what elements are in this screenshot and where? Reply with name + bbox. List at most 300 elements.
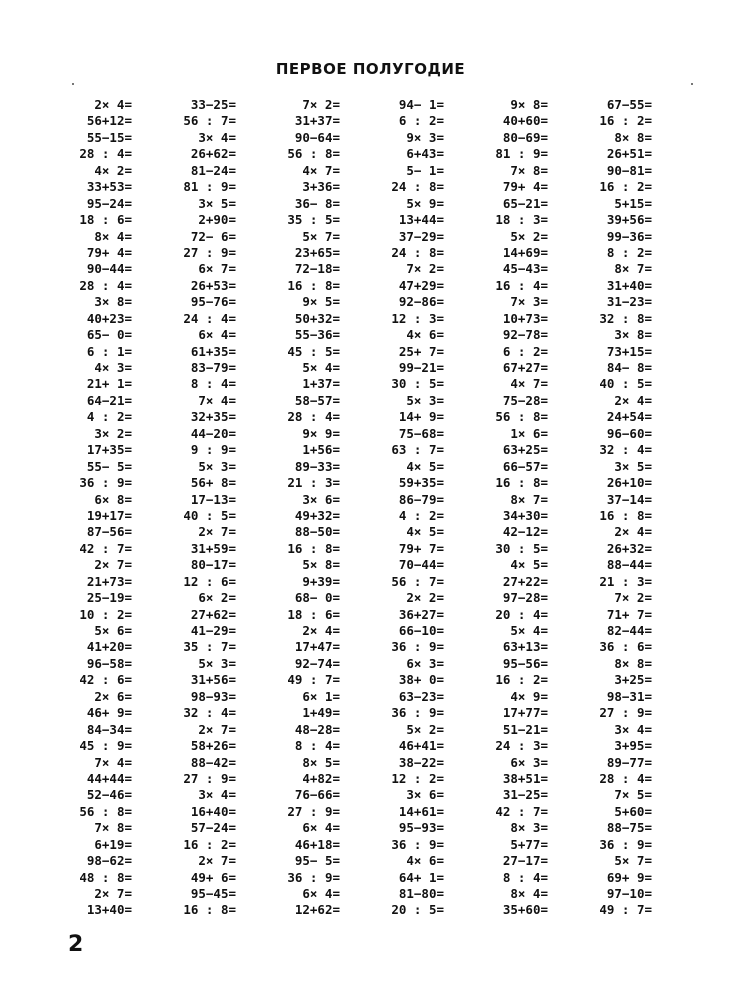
exercise: 83−79= [190,360,236,375]
exercise: 5× 9= [406,195,444,211]
exercise: 4× 3= [94,360,132,375]
exercise: 70−44= [398,557,444,573]
exercise-column [478,97,548,919]
exercise: 71+ 7= [606,606,652,622]
exercise: 5× 2= [406,721,444,737]
exercise: 14+61= [398,803,444,819]
exercise: 5× 2= [510,228,548,244]
exercise: 3+95= [614,738,652,754]
exercise: 20 : 4= [495,606,548,622]
exercise: 24+54= [606,409,652,425]
exercise: 84−34= [86,721,132,737]
exercise: 24 : 4= [183,310,236,326]
exercise: 25+ 7= [398,343,444,359]
exercise: 14+69= [502,244,548,260]
exercise: 81 : 9= [183,179,236,195]
exercise: 9+39= [302,573,340,589]
exercise: 92−78= [502,327,548,343]
exercise: 6 : 1= [86,343,132,359]
exercise: 8× 4= [510,886,548,901]
exercise: 58−57= [294,392,340,408]
exercise: 67−55= [606,97,652,112]
exercise: 27 : 9= [183,244,236,260]
exercise: 63−23= [398,688,444,704]
exercise: 24 : 3= [495,738,548,754]
exercise: 67+27= [502,360,548,375]
exercise: 36 : 9= [79,475,132,491]
exercise: 30 : 5= [391,376,444,392]
exercise: 16+40= [190,803,236,819]
exercise: 5× 4= [510,623,548,638]
exercise: 9× 3= [406,129,444,145]
exercise-column [582,97,652,919]
exercise: 18 : 3= [495,212,548,228]
exercise: 12 : 6= [183,573,236,589]
exercise: 56+12= [86,113,132,129]
exercise: 90−81= [606,162,652,178]
exercise: 4× 6= [406,327,444,343]
exercise: 38−22= [398,754,444,770]
exercise: 73+15= [606,343,652,359]
exercise: 4× 5= [510,557,548,573]
exercise: 5× 6= [94,623,132,638]
exercise: 79+ 7= [398,540,444,556]
exercise: 4× 9= [510,688,548,704]
exercise: 16 : 8= [599,507,652,523]
exercise: 31+56= [190,672,236,688]
exercise: 8 : 4= [502,869,548,885]
exercise: 95−24= [86,195,132,211]
exercise: 5× 3= [198,655,236,671]
exercise: 1+56= [302,442,340,458]
exercise: 3× 2= [94,425,132,441]
exercise: 80−17= [190,557,236,573]
exercise: 49 : 7= [287,672,340,688]
exercise: 36+27= [398,606,444,622]
exercise: 8 : 4= [190,376,236,392]
exercise: 36 : 9= [391,836,444,852]
exercise: 27 : 9= [183,770,236,786]
exercise: 28 : 4= [79,277,132,293]
exercise: 26+62= [190,146,236,162]
exercise: 56+ 8= [190,475,236,491]
exercise: 16 : 2= [599,179,652,195]
exercise: 10 : 2= [79,606,132,622]
exercise: 95−76= [190,294,236,310]
exercise: 56 : 7= [183,113,236,129]
exercise: 3+25= [614,672,652,688]
exercise: 5× 7= [614,853,652,869]
exercise: 9× 5= [302,294,340,310]
exercise: 27−17= [502,853,548,869]
exercise: 55−36= [294,327,340,343]
exercise: 26+10= [606,475,652,491]
exercise: 42 : 7= [79,540,132,556]
exercise: 4× 5= [406,458,444,474]
exercise: 16 : 2= [183,836,236,852]
exercise: 12 : 3= [391,310,444,326]
exercise: 37−14= [606,491,652,507]
page-number: 2 [68,932,84,957]
exercise: 69+ 9= [606,869,652,885]
exercise: 18 : 6= [79,212,132,228]
exercise: 16 : 4= [495,277,548,293]
exercise: 5× 4= [302,360,340,375]
exercise: 94− 1= [398,97,444,112]
exercise: 28 : 4= [79,146,132,162]
exercise: 3× 8= [94,294,132,310]
exercise: 4 : 2= [86,409,132,425]
exercise: 3× 4= [198,129,236,145]
exercise: 72− 6= [190,228,236,244]
exercise: 2× 6= [94,688,132,704]
exercise: 33−25= [190,97,236,112]
exercise: 6× 2= [198,590,236,606]
exercise: 98−93= [190,688,236,704]
exercise: 21+73= [86,573,132,589]
exercise: 92−74= [294,655,340,671]
exercise: 8 : 4= [294,738,340,754]
exercise: 46+ 9= [86,705,132,721]
exercise: 39+56= [606,212,652,228]
exercise: 35 : 7= [183,639,236,655]
exercise: 56 : 8= [79,803,132,819]
exercise: 14+ 9= [398,409,444,425]
exercise: 36 : 9= [599,836,652,852]
exercise: 66−57= [502,458,548,474]
exercise: 89−33= [294,458,340,474]
exercise: 27+22= [502,573,548,589]
exercise: 48 : 8= [79,869,132,885]
exercise: 40+60= [502,113,548,129]
exercise: 7× 2= [406,261,444,277]
exercise: 32 : 8= [599,310,652,326]
exercise: 19+17= [86,507,132,523]
exercise: 1+37= [302,376,340,392]
exercise: 45 : 9= [79,738,132,754]
exercise: 6× 4= [198,327,236,343]
exercise: 88−44= [606,557,652,573]
exercise: 2× 4= [614,392,652,408]
exercise-column [374,97,444,919]
exercise: 18 : 6= [287,606,340,622]
exercise: 88−50= [294,524,340,540]
exercise: 97−28= [502,590,548,606]
exercise: 3× 5= [198,195,236,211]
exercise: 44+44= [86,770,132,786]
exercise: 95−45= [190,886,236,901]
exercise: 41−29= [190,623,236,638]
exercise: 34+30= [502,507,548,523]
exercise: 38+ 0= [398,672,444,688]
exercise: 4× 2= [94,162,132,178]
exercise: 41+20= [86,639,132,655]
exercise: 49+ 6= [190,869,236,885]
exercise: 31−23= [606,294,652,310]
exercise: 17+77= [502,705,548,721]
exercise: 88−75= [606,820,652,836]
exercise: 90−44= [86,261,132,277]
exercise: 32 : 4= [599,442,652,458]
exercise: 4 : 2= [398,507,444,523]
exercise: 36 : 9= [391,639,444,655]
exercise: 63 : 7= [391,442,444,458]
exercise: 46+41= [398,738,444,754]
exercise: 7× 4= [198,392,236,408]
exercise: 8 : 2= [606,244,652,260]
exercise: 6× 3= [510,754,548,770]
exercise: 75−28= [502,392,548,408]
exercise: 2× 7= [198,853,236,869]
exercise: 5× 8= [302,557,340,573]
exercise: 10+73= [502,310,548,326]
exercise: 49+32= [294,507,340,523]
exercise: 84− 8= [606,360,652,375]
exercise: 8× 5= [302,754,340,770]
exercise: 82−44= [606,623,652,638]
exercise: 3× 4= [198,787,236,803]
exercise: 2× 4= [94,97,132,112]
exercise: 96−58= [86,655,132,671]
exercise-column [270,97,340,919]
exercise: 81 : 9= [495,146,548,162]
exercise: 45 : 5= [287,343,340,359]
exercise: 5+15= [614,195,652,211]
exercise: 36 : 6= [599,639,652,655]
exercise: 56 : 8= [287,146,340,162]
exercise: 48−28= [294,721,340,737]
exercise: 56 : 8= [495,409,548,425]
exercise: 63+25= [502,442,548,458]
exercise: 6+19= [94,836,132,852]
exercise: 51−21= [502,721,548,737]
exercise: 44−20= [190,425,236,441]
exercise: 58+26= [190,738,236,754]
exercise: 6× 4= [302,820,340,836]
exercise: 61+35= [190,343,236,359]
exercise: 31+59= [190,540,236,556]
exercise: 81−24= [190,162,236,178]
exercise: 92−86= [398,294,444,310]
exercise: 42 : 6= [79,672,132,688]
exercise: 95−56= [502,655,548,671]
exercise: 21 : 3= [599,573,652,589]
exercise: 99−36= [606,228,652,244]
exercise: 27+62= [190,606,236,622]
exercise: 32 : 4= [183,705,236,721]
exercise: 64−21= [86,392,132,408]
exercise: 2× 7= [198,524,236,540]
exercise: 87−56= [86,524,132,540]
exercise: 4+82= [302,770,340,786]
exercise: 7× 2= [614,590,652,606]
exercise: 5+77= [510,836,548,852]
exercise: 24 : 8= [391,179,444,195]
exercise: 50+32= [294,310,340,326]
exercise: 6× 7= [198,261,236,277]
exercise: 55−15= [86,129,132,145]
exercise: 31−25= [502,787,548,803]
exercise: 16 : 8= [287,277,340,293]
exercise: 28 : 4= [599,770,652,786]
exercise: 35 : 5= [287,212,340,228]
exercise: 99−21= [398,360,444,375]
exercise: 32+35= [190,409,236,425]
exercise: 2× 7= [94,886,132,901]
exercise: 7× 3= [510,294,548,310]
exercise: 31+37= [294,113,340,129]
exercise: 49 : 7= [599,902,652,918]
exercise: 86−79= [398,491,444,507]
exercise: 16 : 8= [287,540,340,556]
exercise: 7× 8= [510,162,548,178]
exercise: 35+60= [502,902,548,918]
exercise: 38+51= [502,770,548,786]
exercise: 21+ 1= [86,376,132,392]
exercise: 12 : 2= [391,770,444,786]
exercise: 42 : 7= [495,803,548,819]
exercise: 24 : 8= [391,244,444,260]
exercise: 89−77= [606,754,652,770]
exercise: 6× 8= [94,491,132,507]
exercise: 52−46= [86,787,132,803]
exercise: 98−31= [606,688,652,704]
exercise: 4× 5= [406,524,444,540]
exercise: 3+36= [302,179,340,195]
exercise: 26+53= [190,277,236,293]
exercise: 2× 2= [406,590,444,606]
exercise: 17+47= [294,639,340,655]
exercise: 26+32= [606,540,652,556]
exercise: 1× 6= [510,425,548,441]
exercise: 65− 0= [86,327,132,343]
exercise: 90−64= [294,129,340,145]
exercise: 47+29= [398,277,444,293]
exercise: 81−80= [398,886,444,901]
exercise: 9× 9= [302,425,340,441]
exercise: 56 : 7= [391,573,444,589]
exercise: 72−18= [294,261,340,277]
exercise: 79+ 4= [502,179,548,195]
exercise: 96−60= [606,425,652,441]
exercise: 37−29= [398,228,444,244]
exercise: 16 : 8= [183,902,236,918]
exercise: 8× 8= [614,129,652,145]
exercise: 6 : 2= [502,343,548,359]
exercise: 95− 5= [294,853,340,869]
exercise: 40 : 5= [599,376,652,392]
exercise: 2× 7= [94,557,132,573]
exercise: 7× 5= [614,787,652,803]
exercise: 1+49= [302,705,340,721]
exercise: 16 : 8= [495,475,548,491]
exercise: 40 : 5= [183,507,236,523]
exercise: 5× 3= [198,458,236,474]
exercise: 30 : 5= [495,540,548,556]
exercise: 55− 5= [86,458,132,474]
exercise: 68− 0= [294,590,340,606]
exercise: 88−42= [190,754,236,770]
exercise: 31+40= [606,277,652,293]
exercise: 76−66= [294,787,340,803]
exercise: 36 : 9= [287,869,340,885]
exercise: 3× 6= [302,491,340,507]
exercise: 36 : 9= [391,705,444,721]
exercise: 80−69= [502,129,548,145]
exercise: 7× 4= [94,754,132,770]
exercise: 9× 8= [510,97,548,112]
exercise: 12+62= [294,902,340,918]
exercise: 79+ 4= [86,244,132,260]
exercise: 66−10= [398,623,444,638]
exercise: 2× 4= [302,623,340,638]
exercise: 59+35= [398,475,444,491]
exercise: 13+44= [398,212,444,228]
exercise: 63+13= [502,639,548,655]
corner-mark-left [72,83,74,85]
exercise: 9 : 9= [190,442,236,458]
exercise: 16 : 2= [599,113,652,129]
exercise: 5+60= [614,803,652,819]
exercise: 28 : 4= [287,409,340,425]
exercise: 5× 7= [302,228,340,244]
exercise: 3× 8= [614,327,652,343]
corner-mark-right [691,83,693,85]
exercise: 13+40= [86,902,132,918]
exercise: 2+90= [198,212,236,228]
exercise: 57−24= [190,820,236,836]
exercise: 7× 2= [302,97,340,112]
exercise: 21 : 3= [287,475,340,491]
exercise: 6× 4= [302,886,340,901]
exercise: 25−19= [86,590,132,606]
exercise: 6× 3= [406,655,444,671]
exercise: 33+53= [86,179,132,195]
exercise: 4× 7= [302,162,340,178]
exercise: 46+18= [294,836,340,852]
exercise: 7× 8= [94,820,132,836]
exercise-column [62,97,132,919]
exercise: 36− 8= [294,195,340,211]
exercise: 98−62= [86,853,132,869]
exercise: 6× 1= [302,688,340,704]
exercise: 16 : 2= [495,672,548,688]
exercise: 4× 6= [406,853,444,869]
exercise: 5× 3= [406,392,444,408]
exercise: 26+51= [606,146,652,162]
exercise: 97−10= [606,886,652,901]
exercise: 75−68= [398,425,444,441]
exercise: 2× 4= [614,524,652,540]
exercise: 3× 6= [406,787,444,803]
exercise: 65−21= [502,195,548,211]
exercise: 8× 4= [94,228,132,244]
exercise: 17+35= [86,442,132,458]
exercise-column [166,97,236,919]
exercise: 45−43= [502,261,548,277]
exercise: 8× 7= [510,491,548,507]
exercise: 23+65= [294,244,340,260]
exercise: 17−13= [190,491,236,507]
exercise: 8× 7= [614,261,652,277]
exercise: 6+43= [406,146,444,162]
exercise: 5− 1= [406,162,444,178]
exercise: 3× 4= [614,721,652,737]
exercise: 6 : 2= [398,113,444,129]
exercise: 3× 5= [614,458,652,474]
exercise: 20 : 5= [391,902,444,918]
exercise: 40+23= [86,310,132,326]
